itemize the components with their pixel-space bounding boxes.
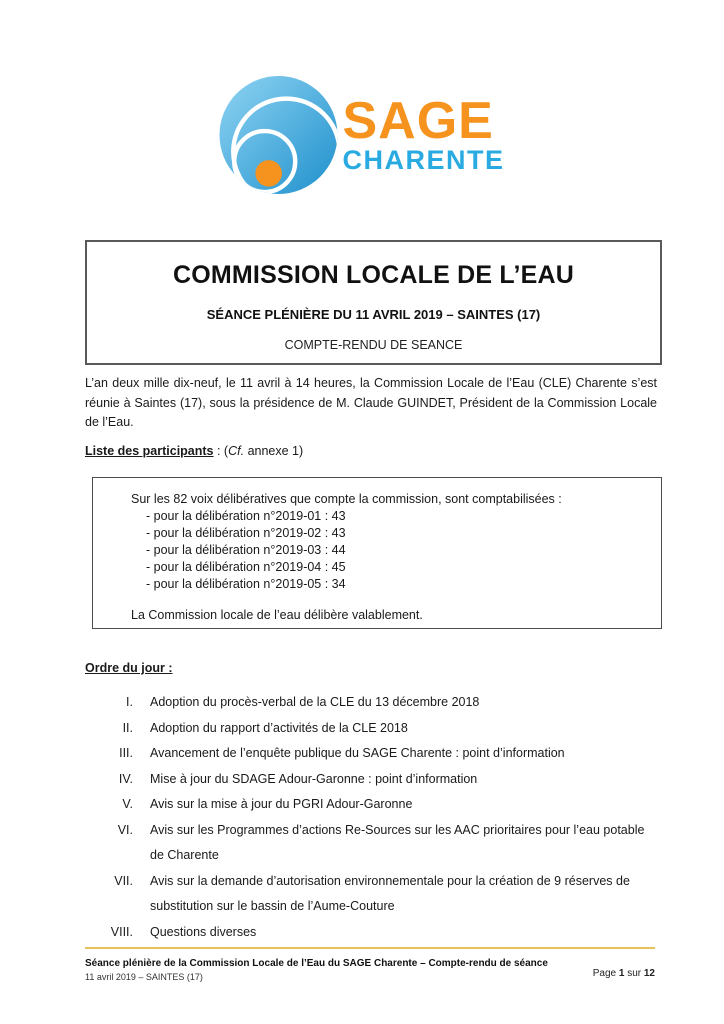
- footer-title: Séance plénière de la Commission Locale de l’Eau du SAGE Charente – Compte-rendu de séance: [85, 958, 548, 969]
- participants-line: [85, 444, 303, 458]
- vote-count-item: - pour la délibération n°2019-01 : 43: [146, 509, 346, 523]
- agenda-item: [85, 716, 657, 742]
- agenda-item: [85, 690, 657, 716]
- logo-wordmark: [342, 91, 505, 175]
- participants-label: Liste des participants: [85, 444, 214, 458]
- agenda-item-number: VIII.: [110, 924, 133, 939]
- page-separator: sur: [624, 968, 644, 979]
- intro-paragraph: L’an deux mille dix-neuf, le 11 avril à 14 heures, la Commission Locale de l’Eau (CLE) Charente s’est réunie à Saintes (17), sous la présidence de M. Claude GUINDET, Président de la Commission Locale de l’Eau.: [85, 376, 657, 429]
- agenda-item-number: VII.: [114, 873, 133, 888]
- sage-charente-logo: [219, 76, 504, 194]
- participants-annex-ref: annexe 1): [244, 444, 304, 458]
- page-label: Page: [592, 968, 619, 979]
- agenda-item: [85, 792, 657, 818]
- agenda-item-number: III.: [119, 746, 133, 760]
- document-type: COMPTE-RENDU DE SEANCE: [284, 338, 463, 352]
- session-subtitle: SÉANCE PLÉNIÈRE DU 11 AVRIL 2019 – SAINTES (17): [206, 307, 541, 322]
- agenda-item-number: VI.: [117, 822, 133, 837]
- water-sphere-icon: [219, 76, 337, 194]
- agenda-item-text: Avis sur les Programmes d’actions Re-Sources sur les AAC prioritaires pour l’eau potable de Charente: [150, 822, 645, 862]
- votes-conclusion: La Commission locale de l’eau délibère valablement.: [131, 608, 423, 622]
- agenda-item-text: Adoption du procès-verbal de la CLE du 13 décembre 2018: [150, 695, 480, 709]
- agenda-item-text: Avis sur la demande d’autorisation environnementale pour la création de 9 réserves de substitution sur le bassin de l’Aume-Couture: [150, 873, 630, 913]
- deliberation-votes-box: [92, 477, 662, 629]
- agenda-item-number: I.: [126, 695, 133, 709]
- agenda-item-text: Adoption du rapport d’activités de la CLE 2018: [150, 720, 408, 735]
- logo-title: SAGE: [342, 91, 494, 150]
- page-footer: [85, 947, 655, 982]
- page-total: 12: [643, 968, 655, 979]
- agenda-item: [85, 869, 657, 920]
- title-box: [85, 240, 662, 365]
- agenda-item-number: IV.: [118, 771, 133, 786]
- document-title: COMMISSION LOCALE DE L’EAU: [172, 261, 575, 289]
- votes-list: [131, 508, 651, 593]
- agenda-item-text: Mise à jour du SDAGE Adour-Garonne : point d’information: [150, 771, 478, 786]
- agenda-item: [85, 818, 657, 869]
- agenda-item-text: Avancement de l’enquête publique du SAGE Charente : point d’information: [150, 746, 565, 760]
- participants-cf: Cf.: [228, 444, 245, 458]
- agenda-item-text: Avis sur la mise à jour du PGRI Adour-Garonne: [150, 797, 413, 811]
- agenda-item: [85, 920, 657, 946]
- agenda-item-text: Questions diverses: [150, 924, 257, 939]
- footer-date-place: 11 avril 2019 – SAINTES (17): [85, 972, 203, 982]
- page-number: 1: [618, 968, 625, 979]
- vote-count-item: - pour la délibération n°2019-03 : 44: [146, 543, 346, 557]
- logo-subtitle: CHARENTE: [342, 144, 505, 175]
- page-number-indicator: [593, 968, 655, 979]
- vote-count-item: - pour la délibération n°2019-05 : 34: [146, 577, 346, 591]
- agenda-item: [85, 741, 657, 767]
- vote-count-item: - pour la délibération n°2019-02 : 43: [146, 526, 346, 540]
- agenda-list: [85, 690, 657, 945]
- agenda-heading: Ordre du jour :: [85, 661, 173, 675]
- votes-intro: Sur les 82 voix délibératives que compte la commission, sont comptabilisées :: [131, 492, 562, 506]
- footer-rule: [85, 947, 655, 949]
- agenda-item-number: II.: [122, 720, 133, 735]
- vote-count-item: - pour la délibération n°2019-04 : 45: [146, 560, 346, 574]
- agenda-item: [85, 767, 657, 793]
- participants-separator: : (: [213, 444, 229, 458]
- agenda-item-number: V.: [122, 797, 133, 811]
